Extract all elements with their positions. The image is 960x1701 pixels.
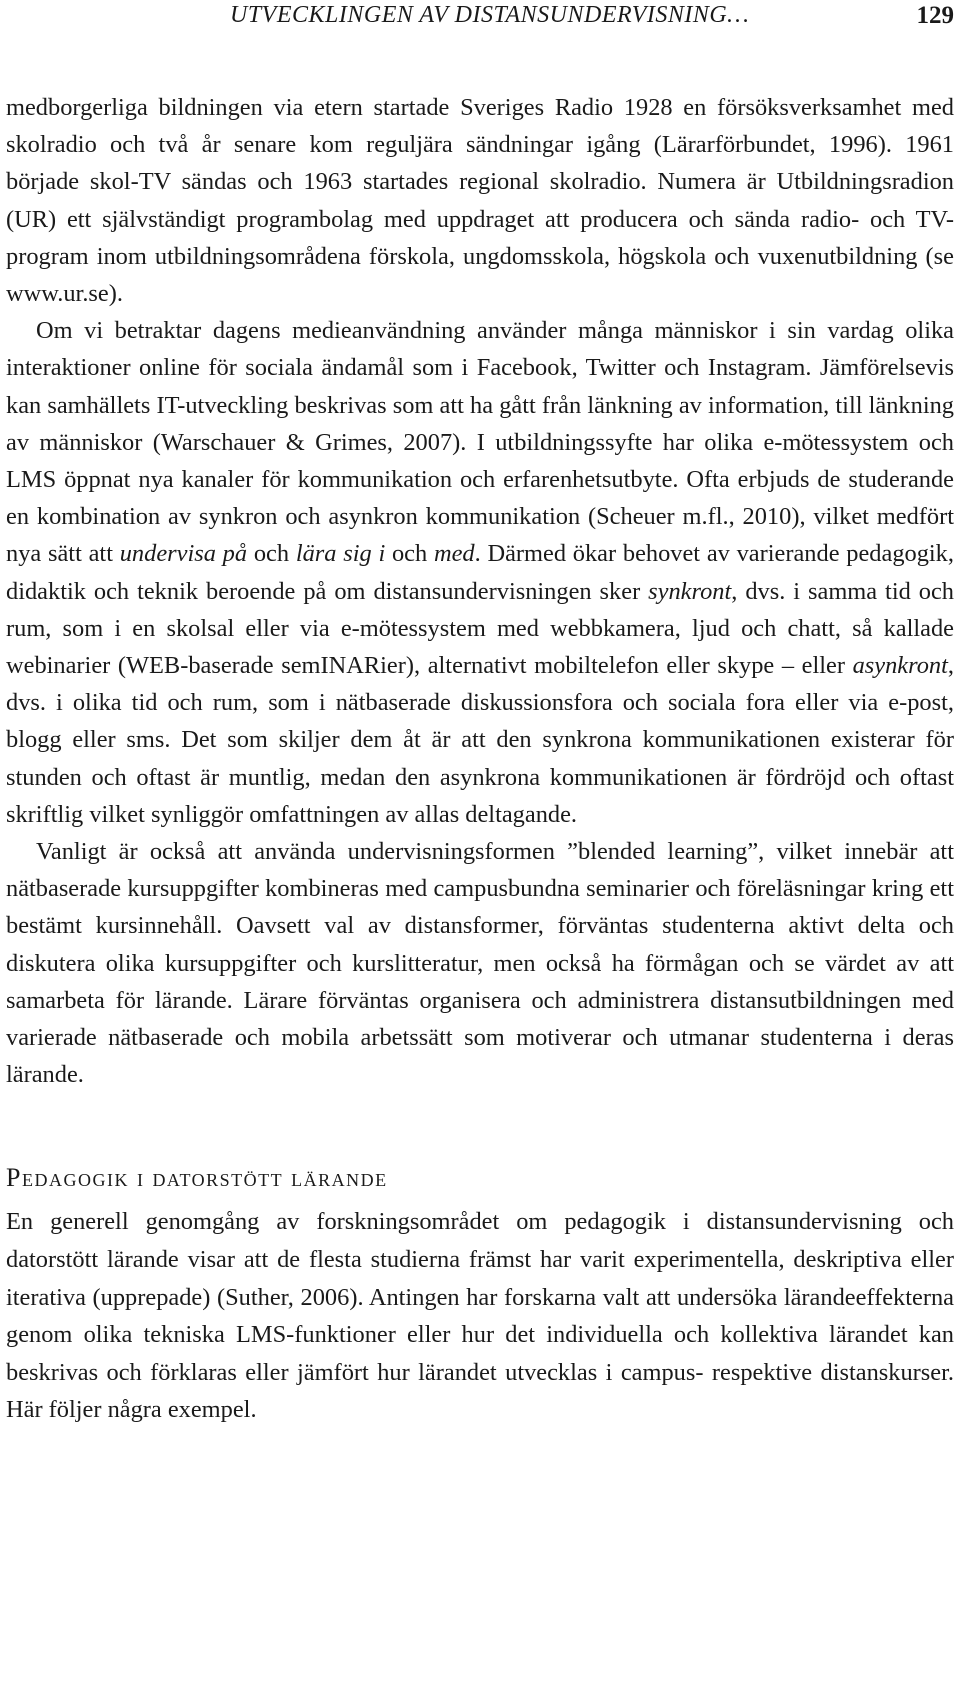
body-text: [6, 89, 954, 1093]
book-page: [6, 0, 954, 1429]
paragraph-2-emphasis-4: synkront: [648, 577, 732, 605]
running-title: UTVECKLINGEN AV DISTANSUNDERVISNING…: [230, 2, 750, 28]
paragraph-2-text-1: Om vi betraktar dagens medieanvändning använder många människor i sin vardag olika interaktioner online för sociala ändamål som i Facebook, Twitter och Instagram. Jämförelsevis kan samhällets IT-utveckling beskrivas som att ha gått från länkning av information, till länkning av människor (Warschauer & Grimes, 2007). I utbildningssyfte har olika e-mötessystem och LMS öppnat nya kanaler för kommunikation och erfarenhetsutbyte. Ofta erbjuds de studerande en kombination av synkron och asynkron kommunikation (Scheuer m.fl., 2010), vilket medfört nya sätt att: [6, 317, 954, 568]
paragraph-2-text-6: , dvs. i olika tid och rum, som i nätbaserade diskussionsfora och sociala fora eller via e-post, blogg eller sms. Det som skiljer dem åt är att den synkrona kommunikationen existerar för stunden och oftast är muntlig, medan den asynkrona kommunikationen är fördröjd och oftast skriftlig vilket synliggör omfattningen av allas deltagande.: [6, 652, 954, 828]
paragraph-2-text-3: och: [385, 540, 434, 568]
paragraph-2-emphasis-3: med: [433, 540, 475, 568]
paragraph-3: Vanligt är också att använda undervisningsformen ”blended learning”, vilket innebär att nätbaserade kursuppgifter kombineras med campusbundna seminarier och föreläsningar kring ett bestämt kursinnehåll. Oavsett val av distansformer, förväntas studenterna aktivt delta och diskutera olika kursuppgifter och kurslitteratur, men också ha förmågan och se värdet av att samarbeta för lärande. Lärare förväntas organisera och administrera distansutbildningen med varierade nätbaserade och mobila arbetssätt som motiverar och utmanar studenterna i deras lärande.: [6, 838, 954, 1089]
page-number: 129: [916, 2, 954, 29]
running-header: [6, 2, 954, 42]
paragraph-2: [6, 312, 954, 833]
paragraph-2-emphasis-1: undervisa på: [119, 540, 248, 568]
paragraph-2-text-4: . Därmed ökar behovet av varierande pedagogik, didaktik och teknik beroende på om distansundervisningen sker: [6, 540, 954, 605]
section-paragraph: En generell genomgång av forskningsområdet om pedagogik i distansundervisning och datorstött lärande visar att de flesta studierna främst har varit experimentella, deskriptiva eller iterativa (upprepade) (Suther, 2006). Antingen har forskarna valt att undersöka lärandeeffekterna genom olika tekniska LMS-funktioner eller hur det individuella och kollektiva lärandet kan beskrivas och förklaras eller jämfört hur lärandet utvecklas i campus- respektive distanskurser. Här följer några exempel.: [6, 1208, 954, 1424]
paragraph-2-emphasis-5: asynkront: [852, 652, 948, 680]
paragraph-1: medborgerliga bildningen via etern startade Sveriges Radio 1928 en försöksverksamhet med skolradio och två år senare kom reguljära sändningar igång (Lärarförbundet, 1996). 1961 började skol-TV sändas och 1963 startades regional skolradio. Numera är Utbildningsradion (UR) ett självständigt programbolag med uppdraget att producera och sända radio- och TV-program inom utbildningsområdena förskola, ungdomsskola, högskola och vuxenutbildning (se www.ur.se).: [6, 94, 954, 308]
paragraph-2-text-2: och: [247, 540, 296, 568]
paragraph-2-text-5: , dvs. i samma tid och rum, som i en skolsal eller via e-mötessystem med webbkamera, ljud och chatt, så kallade webinarier (WEB-baserade semINARier), alternativt mobiltelefon eller skype – eller: [6, 577, 954, 680]
section-heading: Pedagogik i datorstött lärande: [6, 1163, 388, 1193]
paragraph-2-emphasis-2: lära sig i: [295, 540, 386, 568]
